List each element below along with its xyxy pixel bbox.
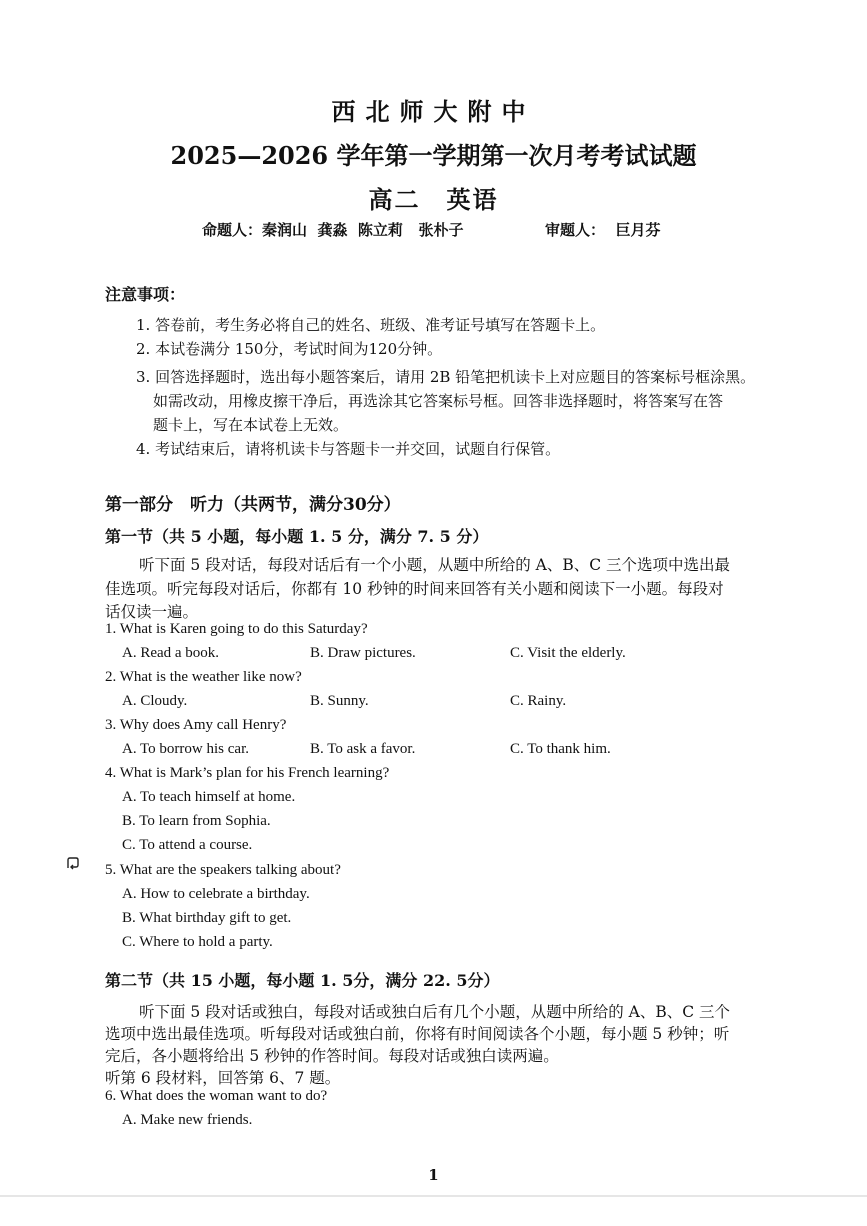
note-line: 3. 回答选择题时，选出每小题答案后，请用 2B 铅笔把机读卡上对应题目的答案标号框涂黑。 — [136, 368, 756, 386]
option-5c: C. Where to hold a party. — [122, 934, 273, 950]
question-1: 1. What is Karen going to do this Saturday? — [105, 621, 368, 637]
option-2b: B. Sunny. — [310, 693, 369, 709]
option-3c: C. To thank him. — [510, 741, 611, 757]
option-2c: C. Rainy. — [510, 693, 567, 709]
section2-instruction: 选项中选出最佳选项。听每段对话或独白前，你将有时间阅读各个小题，每小题 5 秒钟；听 — [105, 1025, 730, 1043]
school-name: 西北师大附中 — [331, 97, 536, 126]
note-line: 1. 答卷前，考生务必将自己的姓名、班级、准考证号填写在答题卡上。 — [136, 316, 606, 334]
section2-title: 第二节（共 15 小题，每小题 1. 5分，满分 22. 5分） — [105, 971, 500, 990]
question-5: 5. What are the speakers talking about? — [105, 862, 341, 878]
option-3b: B. To ask a favor. — [310, 741, 416, 757]
section2-instruction: 完后，各小题将给出 5 秒钟的作答时间。每段对话或独白读两遍。 — [105, 1047, 559, 1065]
option-5b: B. What birthday gift to get. — [122, 910, 292, 926]
question-2: 2. What is the weather like now? — [105, 669, 302, 685]
question-6: 6. What does the woman want to do? — [105, 1088, 328, 1104]
bottom-divider — [0, 1195, 867, 1197]
material-note: 听第 6 段材料，回答第 6、7 题。 — [105, 1069, 341, 1087]
option-1b: B. Draw pictures. — [310, 645, 416, 661]
note-line: 2. 本试卷满分 150分，考试时间为120分钟。 — [136, 340, 443, 358]
option-1a: A. Read a book. — [122, 645, 220, 661]
note-line: 4. 考试结束后，请将机读卡与答题卡一并交回，试题自行保管。 — [136, 440, 561, 458]
option-1c: C. Visit the elderly. — [510, 645, 626, 661]
option-6a: A. Make new friends. — [122, 1112, 253, 1128]
option-5a: A. How to celebrate a birthday. — [122, 886, 310, 902]
option-4a: A. To teach himself at home. — [122, 789, 296, 805]
section2-instruction: 听下面 5 段对话或独白，每段对话或独白后有几个小题，从题中所给的 A、B、C 三个 — [139, 1003, 731, 1021]
note-line: 如需改动，用橡皮擦干净后，再选涂其它答案标号框。回答非选择题时，将答案写在答 — [153, 392, 724, 410]
option-4b: B. To learn from Sophia. — [122, 813, 271, 829]
margin-annotation-icon — [66, 857, 80, 871]
note-line: 题卡上，写在本试卷上无效。 — [153, 416, 349, 434]
option-4c: C. To attend a course. — [122, 837, 253, 853]
question-3: 3. Why does Amy call Henry? — [105, 717, 287, 733]
reviewers-line: 审题人： 巨月芬 — [545, 221, 661, 239]
subject-title: 高二 英语 — [368, 185, 499, 214]
section1-instruction: 话仅读一遍。 — [105, 603, 199, 621]
notes-title: 注意事项： — [105, 285, 186, 304]
section1-instruction: 佳选项。听完每段对话后，你都有 10 秒钟的时间来回答有关小题和阅读下一小题。每段对 — [105, 580, 724, 598]
page-number: 1 — [428, 1166, 439, 1184]
option-3a: A. To borrow his car. — [122, 741, 249, 757]
authors-line: 命题人：秦润山 龚淼 陈立莉 张朴子 — [202, 221, 464, 239]
section1-instruction: 听下面 5 段对话，每段对话后有一个小题，从题中所给的 A、B、C 三个选项中选出最 — [139, 556, 731, 574]
option-2a: A. Cloudy. — [122, 693, 188, 709]
exam-title: 2025—2026 学年第一学期第一次月考考试试题 — [170, 141, 697, 170]
part1-title: 第一部分 听力（共两节，满分30分） — [105, 495, 401, 515]
section1-title: 第一节（共 5 小题，每小题 1. 5 分，满分 7. 5 分） — [105, 527, 489, 546]
question-4: 4. What is Mark’s plan for his French learning? — [105, 765, 390, 781]
